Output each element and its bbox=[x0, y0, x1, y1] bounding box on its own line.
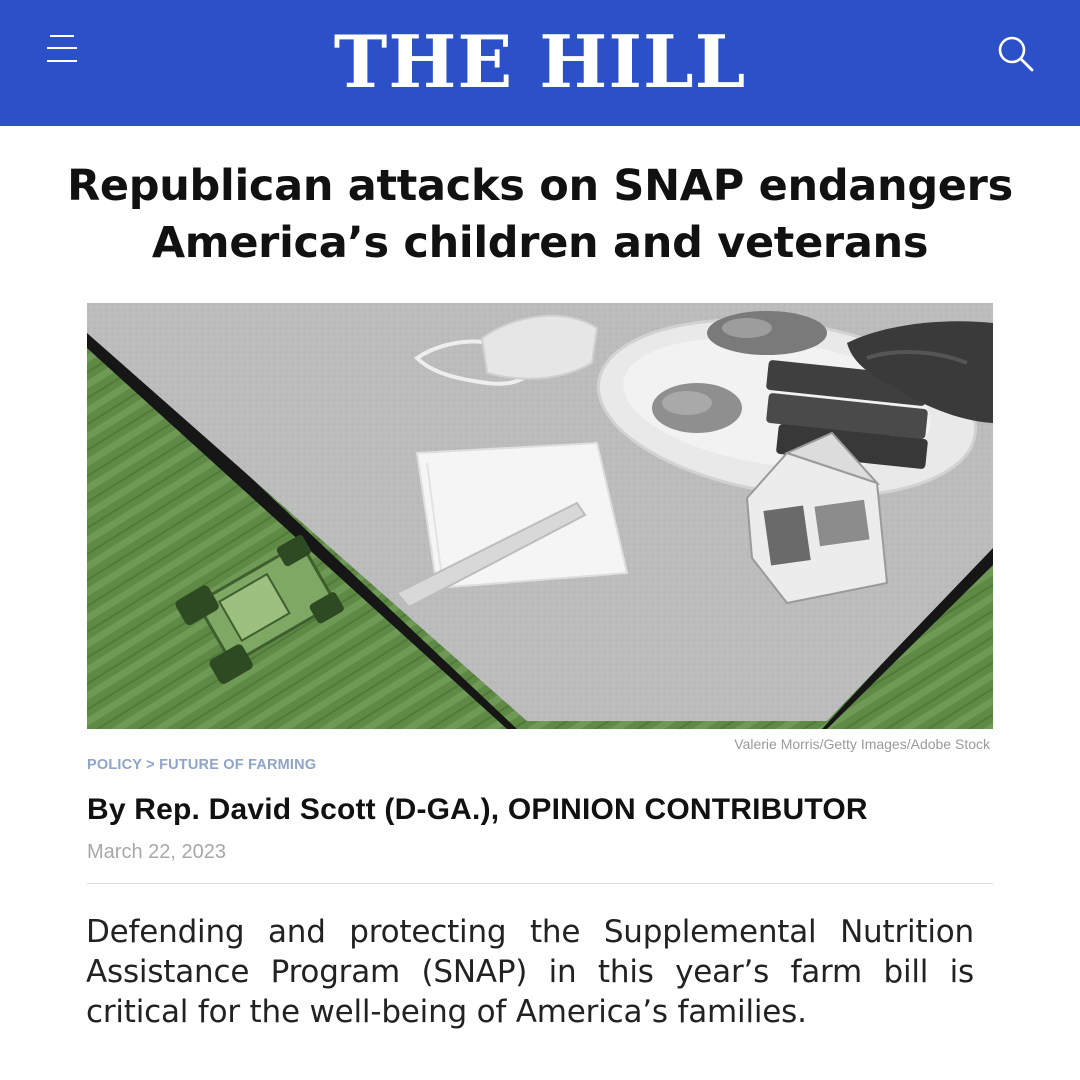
article-lede: Defending and protecting the Supplemental Nutrition Assistance Program (SNAP) in this year’s farm bill is critical for the well-being of America’s families. bbox=[86, 914, 974, 1030]
hero-image bbox=[87, 303, 993, 729]
publish-date: March 22, 2023 bbox=[87, 841, 226, 863]
divider bbox=[87, 883, 993, 884]
breadcrumb-section-link[interactable]: POLICY bbox=[87, 757, 142, 773]
article-byline[interactable]: By Rep. David Scott (D-GA.), OPINION CONTRIBUTOR bbox=[87, 793, 868, 826]
breadcrumb-subsection-link[interactable]: FUTURE OF FARMING bbox=[159, 757, 317, 773]
site-header bbox=[0, 0, 1080, 126]
search-icon[interactable] bbox=[996, 34, 1036, 74]
article-headline: Republican attacks on SNAP endangers America’s children and veterans bbox=[67, 161, 1013, 268]
breadcrumb-separator: > bbox=[146, 757, 160, 773]
image-credit: Valerie Morris/Getty Images/Adobe Stock bbox=[734, 736, 990, 752]
breadcrumb bbox=[87, 757, 316, 773]
site-logo[interactable]: THE HILL bbox=[333, 19, 747, 104]
